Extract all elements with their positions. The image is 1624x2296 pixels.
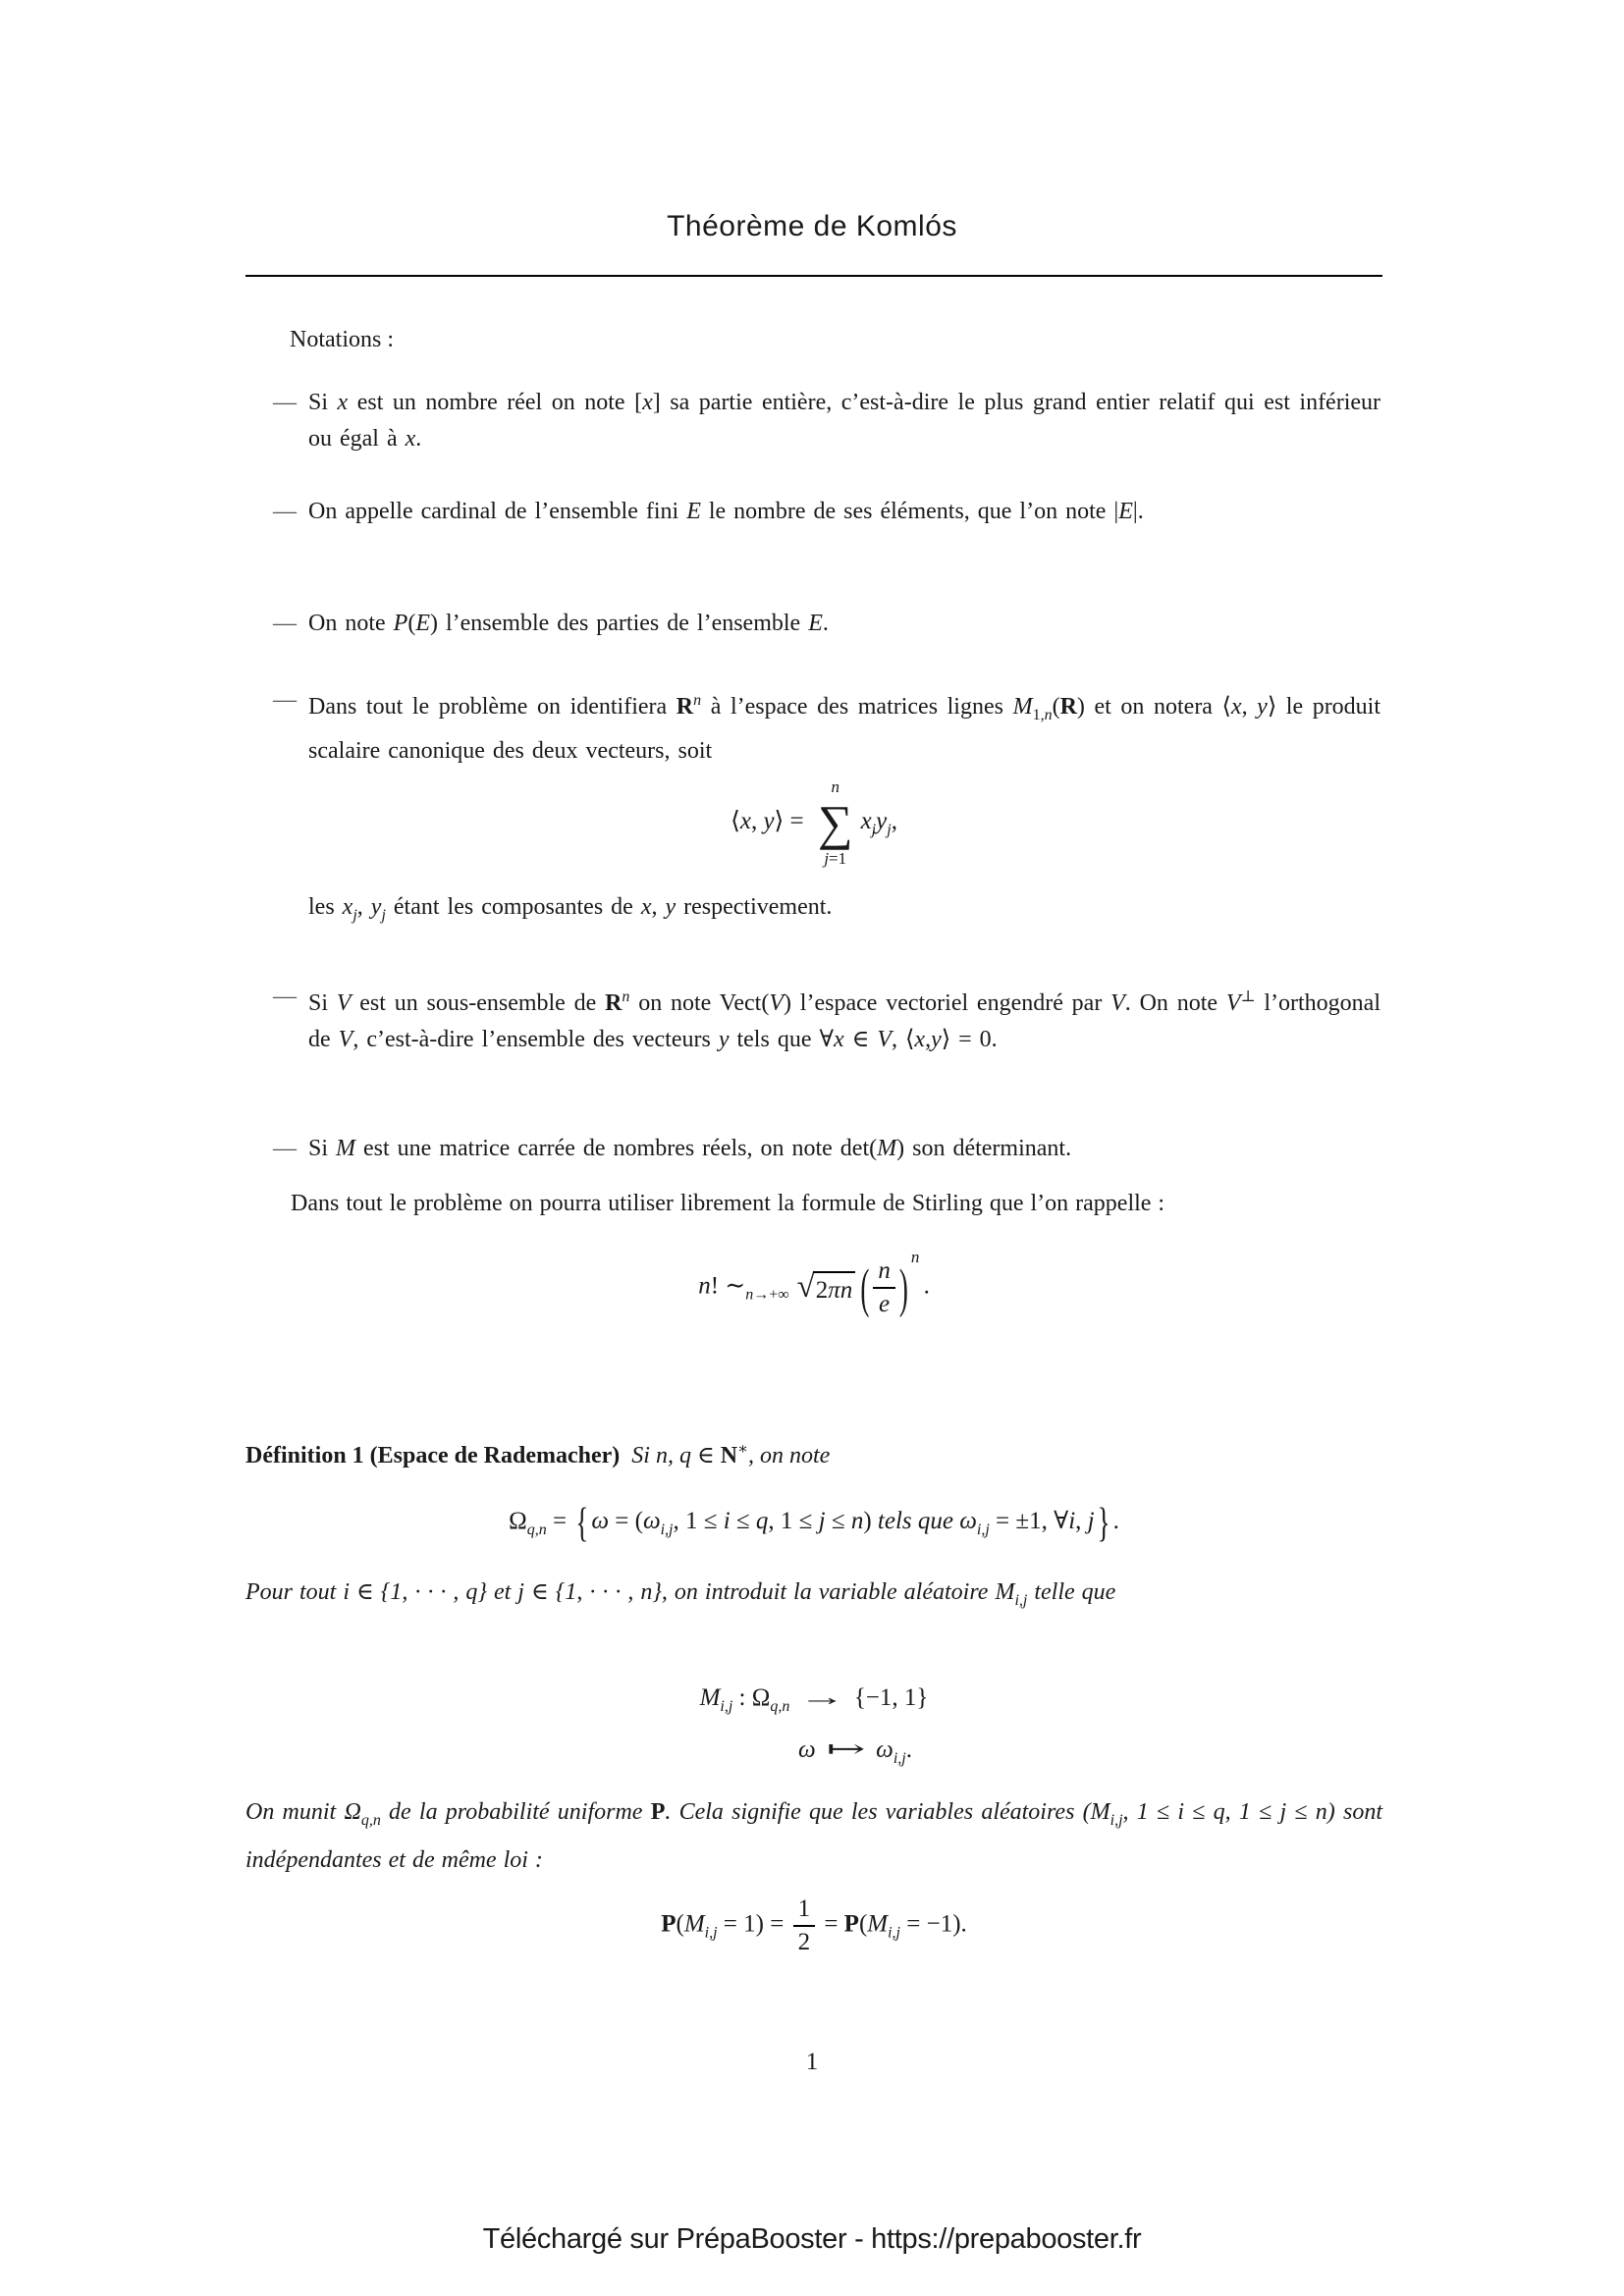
item-text: On note P(E) l’ensemble des parties de l’ensemble E. (308, 611, 829, 636)
definition-heading: Définition 1 (Espace de Rademacher) Si n, q ∈ N∗, on note (245, 1441, 831, 1468)
item-text: Si V est un sous-ensemble de $R^n$ on note Vect(V) l’espace vectoriel engendré par V. On note V⊥ l’orthogonal de V, c’est-à-dire l’ensemble des vecteurs y tels que ∀x ∈ V, ⟨x,y⟩ = 0. (308, 988, 1380, 1052)
formula-mij (245, 1675, 1382, 1783)
footer-credit: Téléchargé sur PrépaBooster - https://prepabooster.fr (482, 2223, 1142, 2255)
mij-line-2: ω ↦ $\omega_{i,j}$. (798, 1736, 912, 1767)
item-dash: — (273, 1136, 297, 1161)
item-text: On appelle cardinal de l’ensemble fini E le nombre de ses éléments, que l’on note |E|. (308, 499, 1144, 524)
paragraph-pour-tout: Pour tout i ∈ {1, · · · , q} et j ∈ {1, · · · , n}, on introduit la variable aléatoire $M_{i,j}$ telle que (245, 1579, 1116, 1609)
formula-inner-product: ⟨x, y⟩ = n ∑ j=1 $x_jy_j$, (731, 776, 897, 869)
item-dash: — (273, 611, 297, 636)
mij-line-1: $M_{i,j}$ : $\Omega_{q,n} \to \{-1$, 1} (699, 1684, 929, 1715)
item-text: Si x est un nombre réel on note [x] sa partie entière, c’est-à-dire le plus grand entier relatif qui est inférieur ou égal à x. (308, 390, 1381, 452)
stirling-intro-paragraph: Dans tout le problème on pourra utiliser librement la formule de Stirling que l’on rappelle : (291, 1191, 1165, 1216)
page-number: 1 (805, 2049, 819, 2075)
item-text: Dans tout le problème on identifiera $R^n$ à l’espace des matrices lignes $M_{1,n}(R)$ et on notera ⟨x, y⟩ le produit scalaire canonique des deux vecteurs, soit (308, 692, 1381, 764)
notation-item-5 (273, 979, 1380, 1058)
notation-item-6 (273, 1131, 1380, 1167)
paragraph-on-munit: On munit $\Omega_{q,n}$ de la probabilité uniforme P. Cela signifie que les variables aléatoires ($M_{i,j}$, 1 ≤ i ≤ q, 1 ≤ j ≤ n) sont indépendantes et de même loi : (245, 1799, 1382, 1873)
notation-item-2 (273, 494, 1380, 530)
item-text: Si M est une matrice carrée de nombres réels, on note det(M) son déterminant. (308, 1136, 1072, 1161)
notation-item-1 (273, 385, 1380, 457)
item-dash: — (273, 499, 297, 524)
notation-item-3 (273, 606, 1380, 642)
formula-omega: $\Omega_{q,n}$ = { $\omega = (\omega_{i,j}$, 1 ≤ i ≤ q, 1 ≤ j ≤ n) tels que $\omega_{i,j} = \pm 1$, ∀i, j } . (509, 1499, 1119, 1545)
item-dash: — (273, 390, 297, 415)
notations-label: Notations : (290, 327, 394, 352)
item-text: les $x_j$, $y_j$ étant les composantes de x, y respectivement. (308, 894, 833, 924)
notation-item-4 (273, 682, 1380, 770)
title-rule (245, 275, 1382, 277)
formula-probability: $P(M_{i,j} = 1)$ = $\frac{1}{2}$ = $P(M_{i,j} = -1)$. (661, 1896, 967, 1955)
item-dash: — (273, 984, 297, 1009)
formula-stirling: n! $\sim_{n\to+\infty}$ √ 2πn ( $\frac{n}{e}$ )$^n$ . (698, 1247, 930, 1318)
sum-continuation-line (273, 889, 1380, 934)
item-dash: — (273, 687, 297, 713)
page-title: Théorème de Komlós (667, 210, 957, 242)
